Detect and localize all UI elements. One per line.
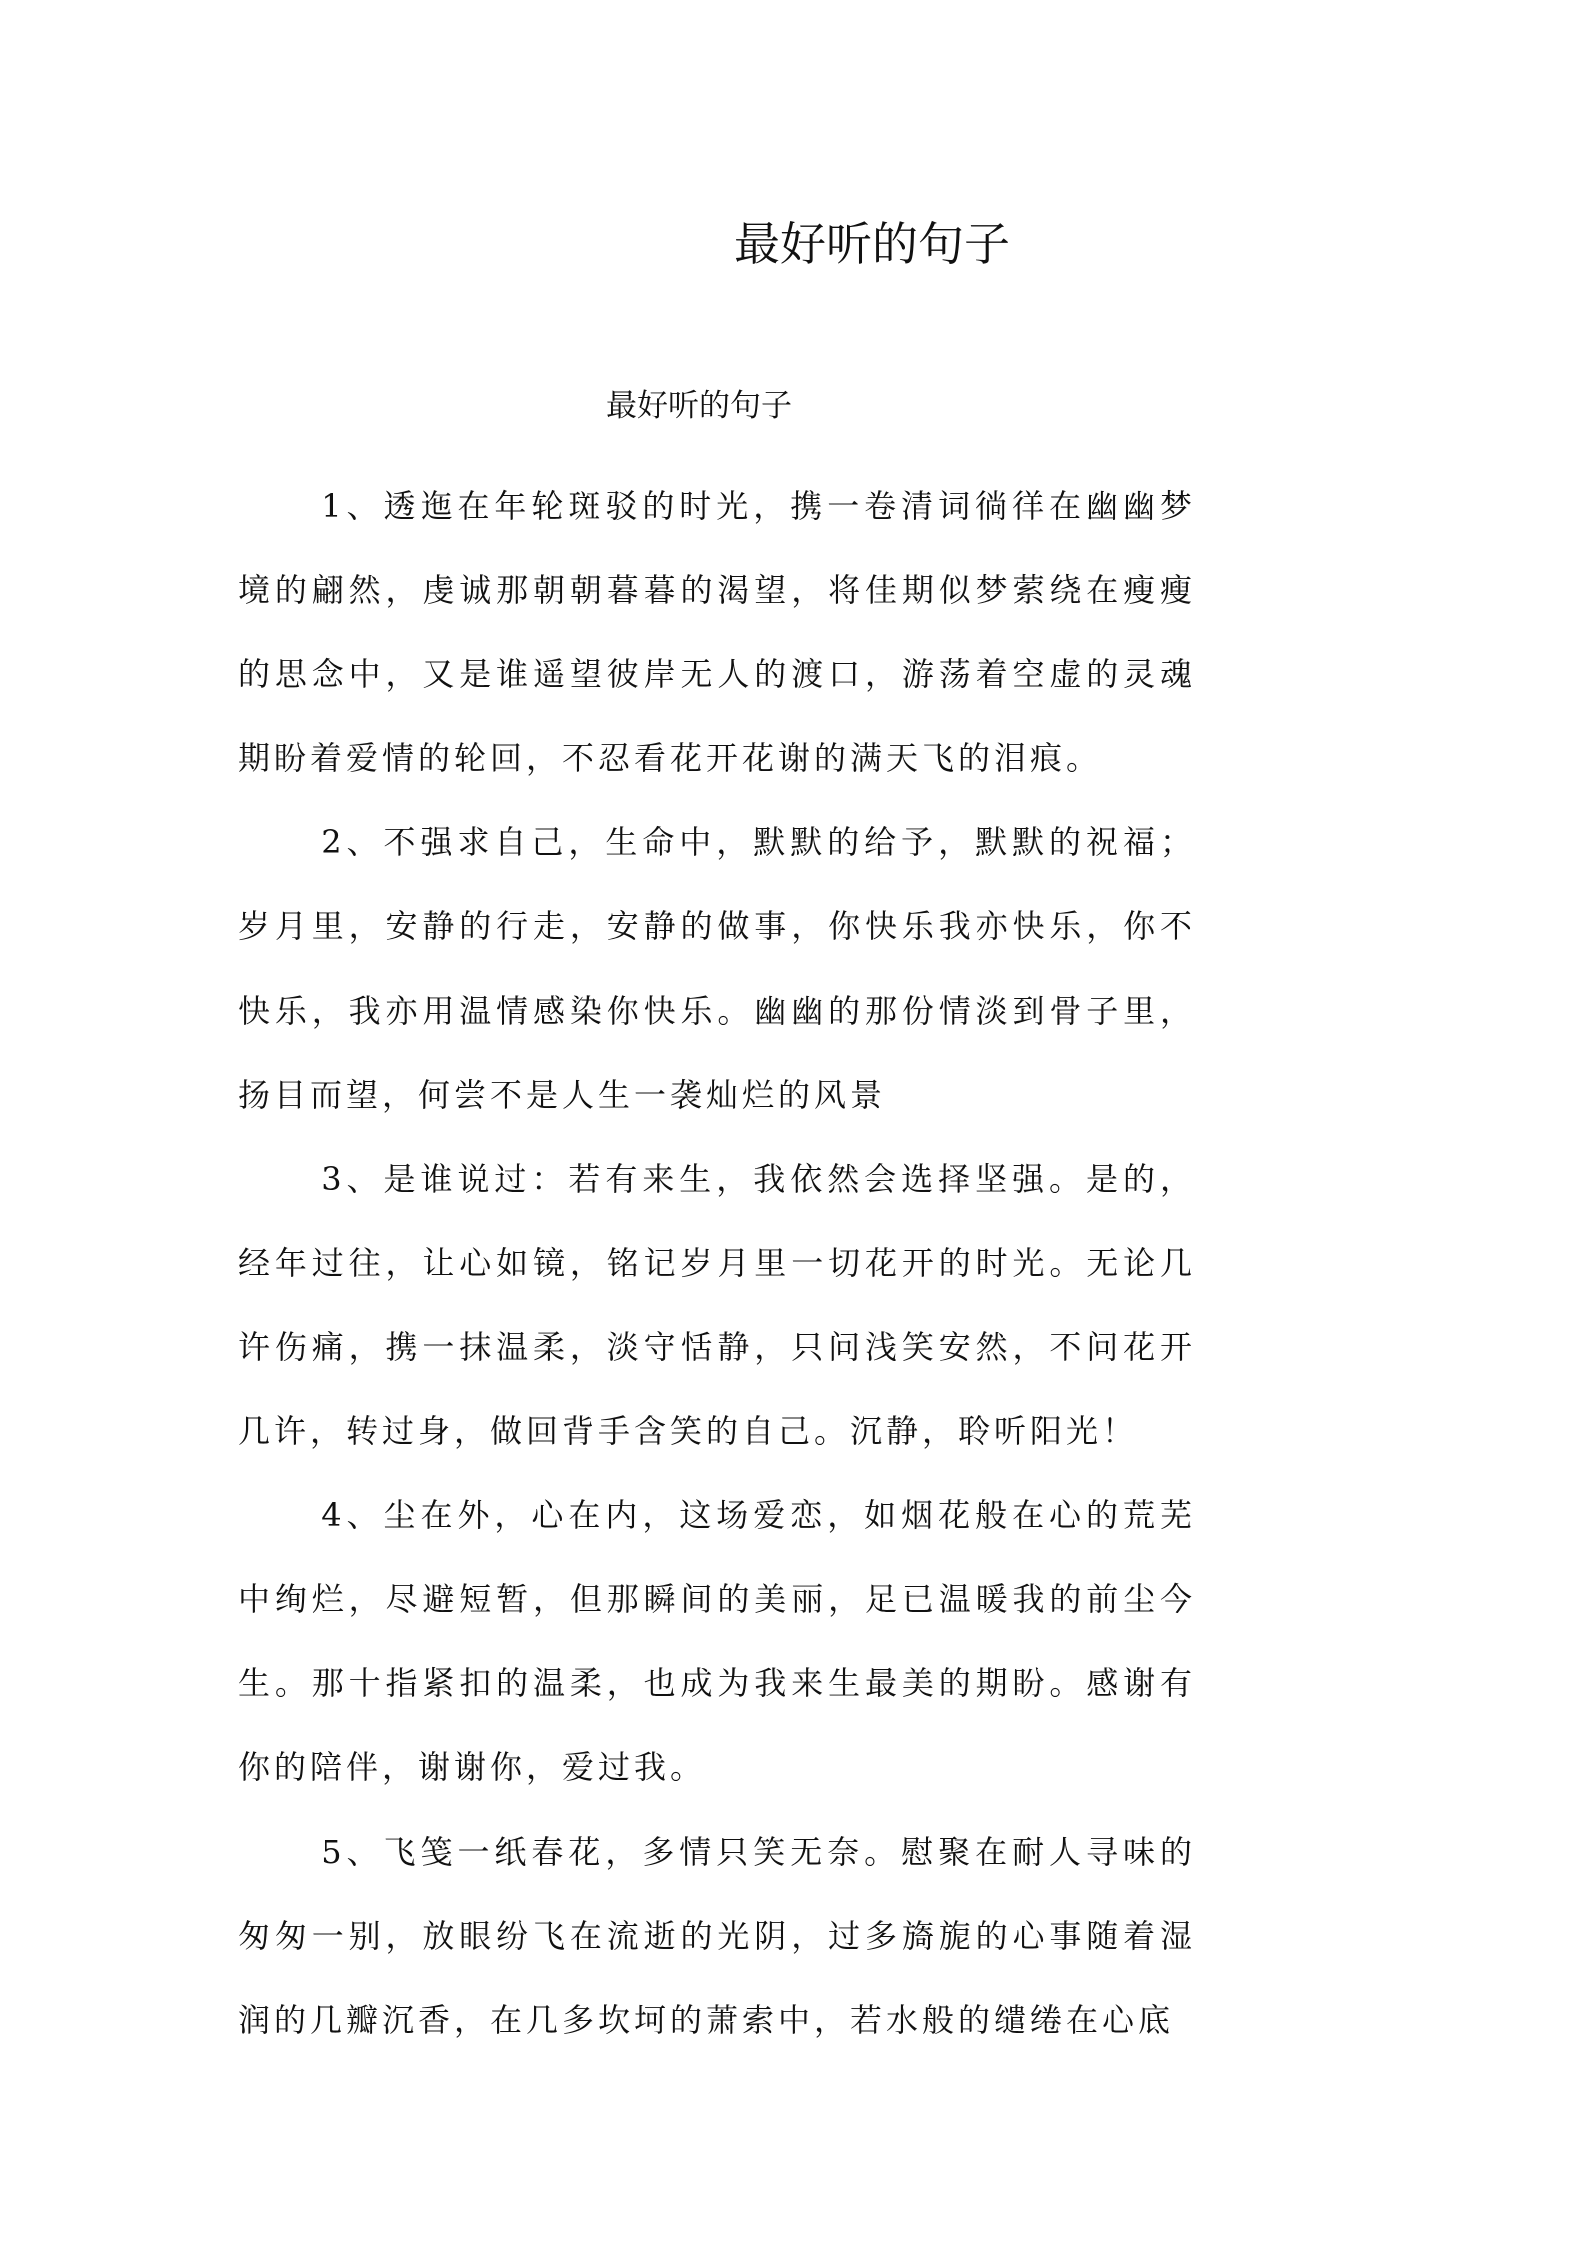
paragraph-1: 1、透迤在年轮斑驳的时光，携一卷清词徜徉在幽幽梦境的翩然，虔诚那朝朝暮暮的渴望，将佳期似梦萦绕在瘦瘦的思念中，又是谁遥望彼岸无人的渡口，游荡着空虚的灵魂期盼着爱情的轮回，不忍看花开花谢的满天飞的泪痕。 [238, 487, 1196, 778]
page-subtitle: 最好听的句子 [606, 388, 792, 424]
page-title: 最好听的句子 [734, 217, 1010, 271]
paragraph-4: 4、尘在外，心在内，这场爱恋，如烟花般在心的荒芜中绚烂，尽避短暂，但那瞬间的美丽，足已温暖我的前尘今生。那十指紧扣的温柔，也成为我来生最美的期盼。感谢有你的陪伴，谢谢你，爱过我。 [238, 1496, 1196, 1787]
document-body [238, 464, 1196, 2062]
paragraph-3: 3、是谁说过：若有来生，我依然会选择坚强。是的，经年过往，让心如镜，铭记岁月里一切花开的时光。无论几许伤痛，携一抹温柔，淡守恬静，只问浅笑安然，不问花开几许，转过身，做回背手含笑的自己。沉静，聆听阳光！ [238, 1159, 1196, 1451]
paragraph-2: 2、不强求自己，生命中，默默的给予，默默的祝福；岁月里，安静的行走，安静的做事，你快乐我亦快乐，你不快乐，我亦用温情感染你快乐。幽幽的那份情淡到骨子里，扬目而望，何尝不是人生一袭灿烂的风景 [238, 823, 1196, 1114]
paragraph-5: 5、飞笺一纸春花，多情只笑无奈。慰聚在耐人寻味的匆匆一别，放眼纷飞在流逝的光阴，过多旖旎的心事随着湿润的几瓣沉香，在几多坎坷的萧索中，若水般的缱绻在心底 [238, 1832, 1196, 2039]
